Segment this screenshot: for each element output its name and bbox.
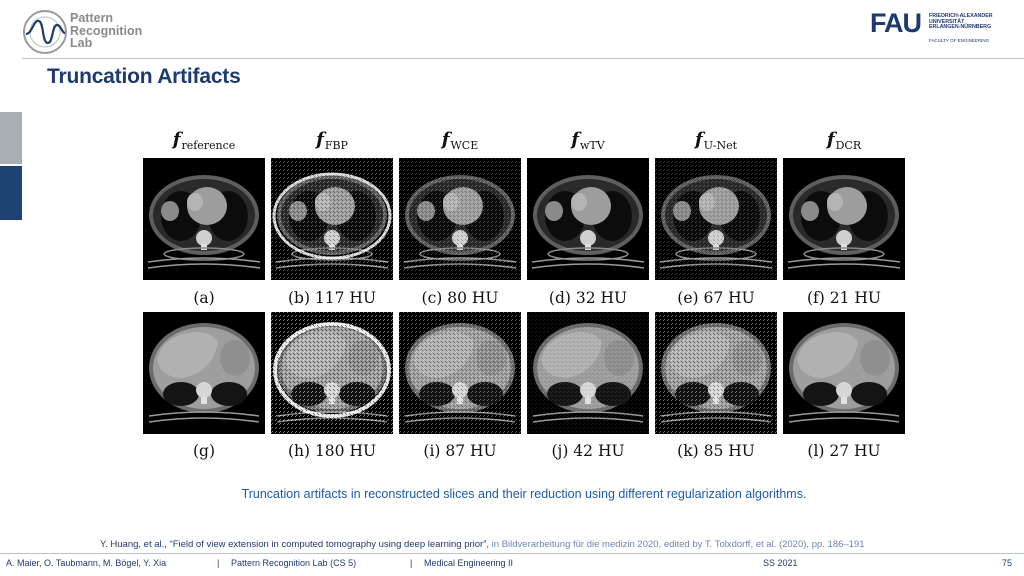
- ct-image-e: [655, 158, 777, 280]
- ct-image-k: [655, 312, 777, 434]
- footer-divider: [0, 553, 1024, 554]
- side-marker-grey: [0, 112, 22, 164]
- footer-authors: A. Maier, O. Taubmann, M. Bögel, Y. Xia: [6, 558, 167, 568]
- column-header-dcr: $f_{DCR}$: [826, 129, 862, 152]
- reference-main: Y. Huang, et al., “Field of view extension in computed tomography using deep learning prior”,: [100, 539, 490, 550]
- reference-citation: [100, 539, 865, 550]
- ct-image-i: [399, 312, 521, 434]
- ct-image-b: [271, 158, 393, 280]
- ct-image-j: [527, 312, 649, 434]
- caption-b: (b) 117 HU: [287, 289, 377, 307]
- fau-university-name: FRIEDRICH-ALEXANDER UNIVERSITÄT ERLANGEN-NÜRNBERG: [929, 13, 993, 31]
- footer-page-number: 75: [1002, 558, 1013, 568]
- figure-caption: Truncation artifacts in reconstructed slices and their reduction using different regularization algorithms.: [241, 487, 807, 501]
- column-header-unet: $f_{U-Net}$: [694, 129, 738, 152]
- slide-title: Truncation Artifacts: [47, 65, 241, 88]
- caption-f: (f) 21 HU: [807, 289, 881, 307]
- caption-l: (l) 27 HU: [807, 442, 881, 460]
- title-divider: [22, 58, 1024, 59]
- caption-g: (g): [192, 442, 216, 460]
- fau-faculty: FACULTY OF ENGINEERING: [929, 38, 990, 43]
- fau-mark: FAU: [870, 8, 921, 38]
- column-header-wce: $f_{WCE}$: [441, 129, 479, 152]
- footer-course: Medical Engineering II: [424, 558, 514, 568]
- caption-e: (e) 67 HU: [677, 289, 755, 307]
- caption-k: (k) 85 HU: [677, 442, 755, 460]
- side-marker-blue: [0, 166, 22, 220]
- reference-detail: in Bildverarbeitung für die medizin 2020, edited by T. Tolxdorff, et al. (2020), pp. 186–191: [491, 539, 865, 550]
- ct-image-c: [399, 158, 521, 280]
- footer-separator-1: |: [217, 558, 220, 568]
- caption-d: (d) 32 HU: [548, 289, 628, 307]
- caption-j: (j) 42 HU: [551, 442, 625, 460]
- caption-h: (h) 180 HU: [287, 442, 377, 460]
- ct-image-a: [143, 158, 265, 280]
- column-header-wtv: $f_{wTV}$: [571, 129, 605, 152]
- caption-c: (c) 80 HU: [421, 289, 499, 307]
- footer-lab: Pattern Recognition Lab (CS 5): [231, 558, 357, 568]
- lab-name: Pattern Recognition Lab: [70, 11, 143, 50]
- ct-image-f: [783, 158, 905, 280]
- caption-a: (a): [193, 289, 215, 307]
- ct-image-g: [143, 312, 265, 434]
- caption-i: (i) 87 HU: [423, 442, 497, 460]
- pattern-recognition-lab-logo: [22, 9, 68, 55]
- fau-logo: [870, 10, 998, 46]
- ct-image-d: [527, 158, 649, 280]
- footer-semester: SS 2021: [763, 558, 798, 568]
- footer-separator-2: |: [410, 558, 413, 568]
- column-header-reference: $f_{reference}$: [172, 129, 236, 152]
- ct-image-h: [271, 312, 393, 434]
- ct-image-l: [783, 312, 905, 434]
- column-header-fbp: $f_{FBP}$: [316, 129, 348, 152]
